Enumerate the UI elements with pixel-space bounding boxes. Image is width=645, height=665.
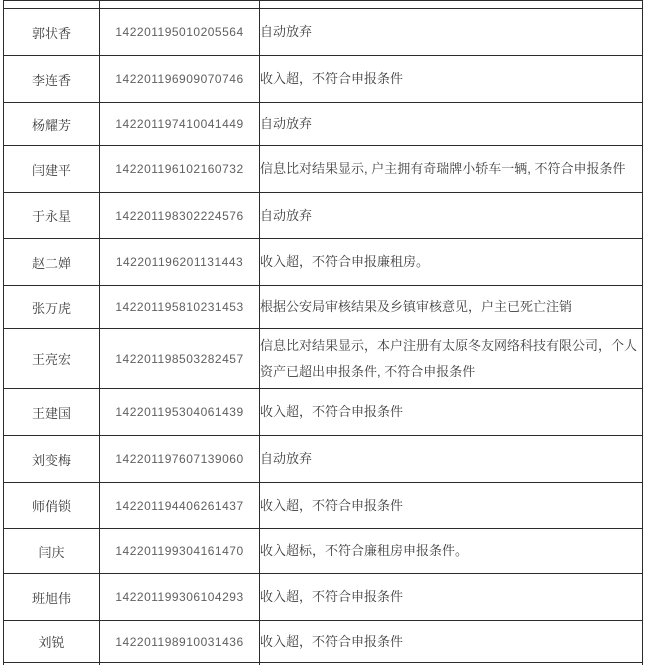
id-number-cell: 142201198503282457: [100, 329, 260, 389]
name-cell: 刘变梅: [4, 436, 100, 483]
id-number-cell: 142201195304061439: [100, 389, 260, 436]
table-row: [4, 193, 643, 239]
table-row: [4, 483, 643, 529]
reason-cell: 收入超，不符合申报条件: [260, 621, 643, 663]
id-number-cell: 142201199304161470: [100, 529, 260, 574]
reason-cell: 自动放弃: [260, 9, 643, 56]
reason-cell: 收入超，不符合申报条件: [260, 389, 643, 436]
table-row: [4, 103, 643, 146]
id-number-cell: 142201197607139060: [100, 436, 260, 483]
table-row: [4, 146, 643, 193]
table-row: [4, 56, 643, 103]
id-number-cell: 142201198910031436: [100, 621, 260, 663]
id-number-cell: 142201195010205564: [100, 9, 260, 56]
reason-cell: 收入超，不符合申报廉租房。: [260, 239, 643, 286]
name-cell: 于永星: [4, 193, 100, 239]
table-row-partial-top: [4, 1, 643, 9]
reason-cell: 自动放弃: [260, 193, 643, 239]
table-row: [4, 389, 643, 436]
name-cell: 王建国: [4, 389, 100, 436]
name-cell: 郭状香: [4, 9, 100, 56]
id-number-cell: 142201198302224576: [100, 193, 260, 239]
table-row: [4, 286, 643, 329]
name-cell: 班旭伟: [4, 574, 100, 621]
name-cell: [4, 1, 100, 9]
id-number-cell: 142201196909070746: [100, 56, 260, 103]
reason-cell: 根据公安局审核结果及乡镇审核意见，户主已死亡注销: [260, 286, 643, 329]
reason-cell: 信息比对结果显示, 户主拥有奇瑞牌小轿车一辆, 不符合申报条件: [260, 146, 643, 193]
reason-cell: 收入超标，不符合廉租房申报条件。: [260, 529, 643, 574]
id-number-cell: 142201196201131443: [100, 239, 260, 286]
name-cell: 刘锐: [4, 621, 100, 663]
name-cell: 王亮宏: [4, 329, 100, 389]
reason-cell: 收入超，不符合申报条件: [260, 56, 643, 103]
reason-cell: 自动放弃: [260, 436, 643, 483]
table-row: [4, 329, 643, 389]
name-cell: 赵二婵: [4, 239, 100, 286]
id-number-cell: 142201194406261437: [100, 483, 260, 529]
table-row: [4, 9, 643, 56]
id-number-cell: 142201195810231453: [100, 286, 260, 329]
id-number-cell: 142201199306104293: [100, 574, 260, 621]
id-number-cell: [100, 1, 260, 9]
table-row: [4, 436, 643, 483]
reason-cell: [260, 1, 643, 9]
table-body: [4, 1, 643, 665]
reason-cell: 信息比对结果显示，本户注册有太原冬友网络科技有限公司，个人资产已超出申报条件, 不符合申报条件: [260, 329, 643, 389]
reason-cell: 收入超，不符合申报条件: [260, 574, 643, 621]
table-row: [4, 621, 643, 663]
id-number-cell: 142201196102160732: [100, 146, 260, 193]
reason-cell: 自动放弃: [260, 103, 643, 146]
name-cell: 李连香: [4, 56, 100, 103]
name-cell: 师俏锁: [4, 483, 100, 529]
rejection-table: [3, 0, 643, 665]
table-row: [4, 529, 643, 574]
name-cell: 闫庆: [4, 529, 100, 574]
name-cell: 张万虎: [4, 286, 100, 329]
name-cell: 闫建平: [4, 146, 100, 193]
table-row: [4, 239, 643, 286]
name-cell: 杨耀芳: [4, 103, 100, 146]
id-number-cell: 142201197410041449: [100, 103, 260, 146]
table-row: [4, 574, 643, 621]
reason-cell: 收入超，不符合申报条件: [260, 483, 643, 529]
